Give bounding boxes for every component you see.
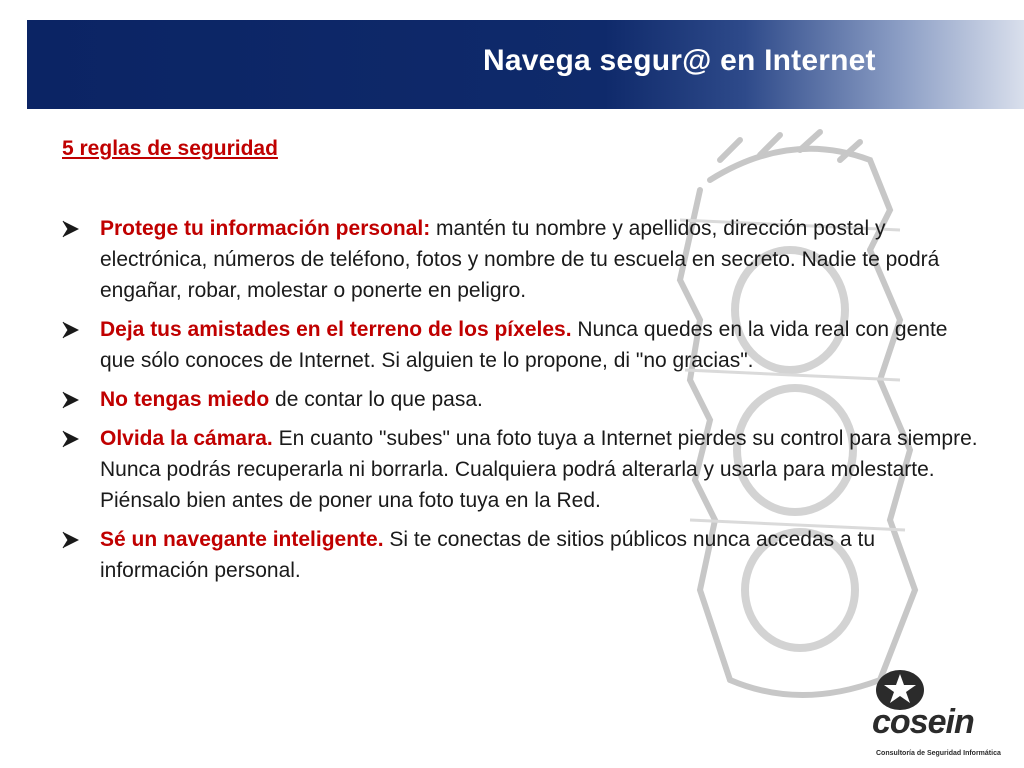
list-item [62,213,982,306]
arrowhead-bullet-icon [62,220,80,238]
rules-list [62,213,982,594]
rule-heading: No tengas miedo [100,388,270,411]
arrowhead-bullet-icon [62,321,80,339]
rule-heading: Protege tu información personal: [100,217,431,240]
rule-text: Si te conectas de sitios públicos nunca accedas a tu información personal. [100,528,876,582]
rule-text: Nunca quedes en la vida real con gente que sólo conoces de Internet. Si alguien te lo propone, di "no gracias". [100,318,948,372]
rule-text: de contar lo que pasa. [269,388,483,411]
arrowhead-bullet-icon [62,531,80,549]
list-item [62,314,982,376]
list-item [62,423,982,516]
list-item [62,384,982,415]
arrowhead-bullet-icon [62,391,80,409]
rule-text: En cuanto "subes" una foto tuya a Internet pierdes su control para siempre. Nunca podrás recuperarla ni borrarla. Cualquiera podrá alterarla y usarla para molestarte. Piénsalo bien antes de poner una foto tuya en la Red. [100,427,978,512]
logo-tagline: Consultoría de Seguridad Informática [876,750,1001,757]
page-title: Navega segur@ en Internet [483,44,876,77]
section-subtitle: 5 reglas de seguridad [62,137,278,160]
list-item [62,524,982,586]
logo-wordmark: cosein [872,703,974,741]
rule-heading: Deja tus amistades en el terreno de los píxeles. [100,318,572,341]
rule-heading: Sé un navegante inteligente. [100,528,384,551]
arrowhead-bullet-icon [62,430,80,448]
rule-heading: Olvida la cámara. [100,427,273,450]
rule-text: mantén tu nombre y apellidos, dirección postal y electrónica, números de teléfono, fotos y nombre de tu escuela en secreto. Nadie te podrá engañar, robar, molestar o ponerte en peligro. [100,217,940,302]
